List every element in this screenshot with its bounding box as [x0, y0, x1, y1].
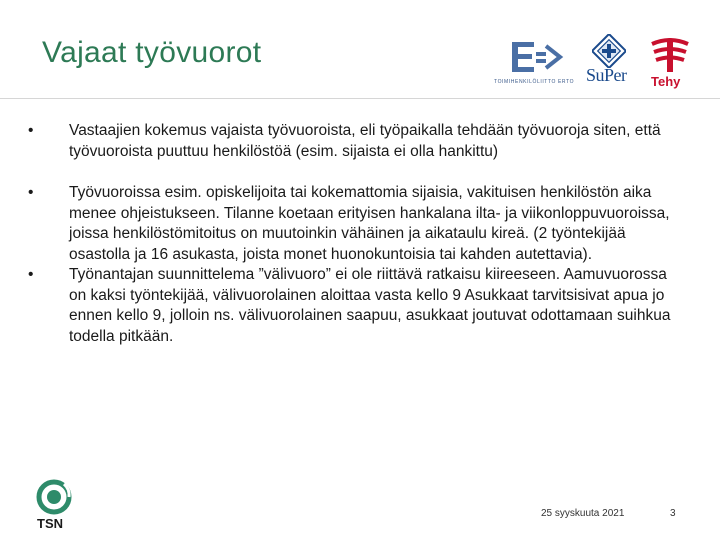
bullet-item	[28, 183, 688, 265]
tsn-logo	[36, 478, 76, 534]
header-divider	[0, 98, 720, 99]
super-logo-text: SuPer	[586, 65, 627, 85]
page-number: 3	[670, 508, 676, 519]
tsn-emblem-icon	[36, 478, 76, 516]
bullet-text: Työnantajan suunnittelema ”välivuoro” ei ole riittävä ratkaisu kiireeseen. Aamuvuorossa on kaksi työntekijää, välivuorolainen aloittaa vasta kello 9 Asukkaat tarvitsisivat apua jo ennen kello 9, jolloin ns. välivuorolainen saapuu, asukkaat joutuvat odottamaan suihkua todella pitkään.	[69, 266, 671, 345]
bullet-text: Vastaajien kokemus vajaista työvuoroista, eli työpaikalla tehdään työvuoroja siten, että työvuoroista puuttuu henkilöstöä (esim. sijaista ei olla hankittu)	[69, 122, 661, 160]
super-logo	[584, 34, 638, 90]
bullet-marker: •	[28, 122, 34, 139]
bullet-marker: •	[28, 184, 34, 201]
erto-logo-text: TOIMIHENKILÖLIITTO ERTO	[494, 79, 575, 85]
bullet-list	[28, 121, 688, 347]
bullet-item	[28, 121, 688, 162]
super-emblem-icon	[592, 34, 626, 68]
erto-mark-icon	[508, 38, 568, 76]
footer-date: 25 syyskuuta 2021	[541, 508, 625, 519]
erto-logo	[494, 38, 575, 90]
tsn-logo-text: TSN	[37, 516, 63, 531]
bullet-marker: •	[28, 266, 34, 283]
tehy-emblem-icon	[648, 38, 692, 74]
slide-title: Vajaat työvuorot	[42, 36, 262, 69]
bullet-text: Työvuoroissa esim. opiskelijoita tai kokemattomia sijaisia, vakituisen henkilöstön aika menee ohjeistukseen. Tilanne koetaan erityisen hankalana ilta- ja viikonloppuvuoroissa, joissa henkilöstömitoitus on muutoinkin vähäinen ja aikataulu kireä. (2 työntekijää osastolla ja 16 asukasta, joista monet huonokuntoisia tai kahden autettavia).	[69, 184, 670, 263]
bullet-item	[28, 265, 688, 347]
partner-logos	[490, 34, 700, 94]
tehy-logo	[648, 38, 692, 88]
tehy-logo-text: Tehy	[651, 74, 681, 89]
